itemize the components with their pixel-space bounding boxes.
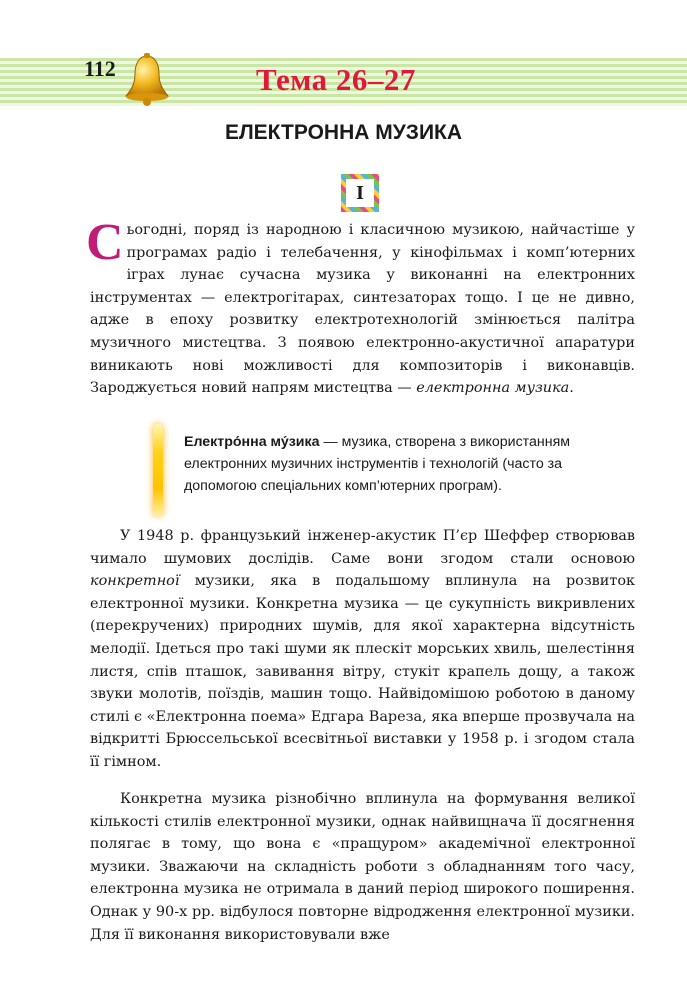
paragraph-intro xyxy=(86,214,635,400)
paragraph-concrete-rest: музики, яка в подальшому вплинула на розвиток електронної музики. Конкретна музика — це сукупність викривлених (перекручених) природних шумів, для якої характерна відсутність мелодії. Ідеться про такі шуми як плескіт морських хвиль, шелестіння листя, спів пташок, завивання вітру, стукіт крапель дощу, а також звуки молотів, поїздів, машин тощо. Найвідомішою роботою в даному стилі є «Електронна поема» Едгара Вареза, яка вперше прозвучала на відкритті Брюссельської всесвітньої виставки у 1958 р. і згодом стала її гімном. xyxy=(90,573,635,770)
page-number: 112 xyxy=(84,56,116,81)
definition-term: Електро́нна му́зика xyxy=(184,434,320,450)
term-concrete: конкретної xyxy=(90,573,180,590)
chapter-title: ЕЛЕКТРОННА МУЗИКА xyxy=(224,121,463,144)
paragraph-concrete-start: У 1948 р. французький інженер-акустик П’єр Шеффер створював чимало шумових дослідів. Саме вони згодом стали основою xyxy=(90,528,635,567)
topic-title: Тема 26–27 xyxy=(256,62,416,97)
section-marker xyxy=(341,174,379,212)
paragraph-influence: Конкретна музика різнобічно вплинула на формування великої кількості стилів електронної музики, однак найвищнача її досягнення полягає в тому, що вона є «пращуром» академічної електронної музики. Зважаючи на складність роботи з обладнанням того часу, електронна музика не отримала в даний період широкого поширення. Однак у 90-х рр. відбулося повторне відродження електронної музики. Для її виконання використовували вже xyxy=(90,791,635,943)
bell-icon xyxy=(122,52,172,108)
drop-cap: С xyxy=(86,214,124,271)
definition-box xyxy=(184,431,634,497)
term-electronic-music: електронна музика xyxy=(416,380,570,397)
paragraph-intro-text: ьогодні, поряд із народною і класичною музикою, найчастіше у програмах радіо і телебачення, у кінофільмах і комп’ютерних іграх лунає сучасна музика у виконанні на електронних інструментах — електрогітарах, синтезаторах тощо. І це не дивно, адже в епоху розвитку електротехнологій змінюється палітра музичного мистецтва. З появою електронно-акустичної апаратури виникають нові можливості для композиторів і виконавців. Зароджується новий напрям мистецтва — xyxy=(90,222,635,397)
definition-highlight-bar xyxy=(153,424,163,516)
paragraph-concrete-music xyxy=(90,525,635,774)
paragraph-intro-end: . xyxy=(569,380,574,397)
section-number: I xyxy=(356,181,364,204)
definition-text: — музика, створена з використанням електронних музичних інструментів і технологій (часто за допомогою спеціальних комп’ютерних програм). xyxy=(184,434,571,494)
